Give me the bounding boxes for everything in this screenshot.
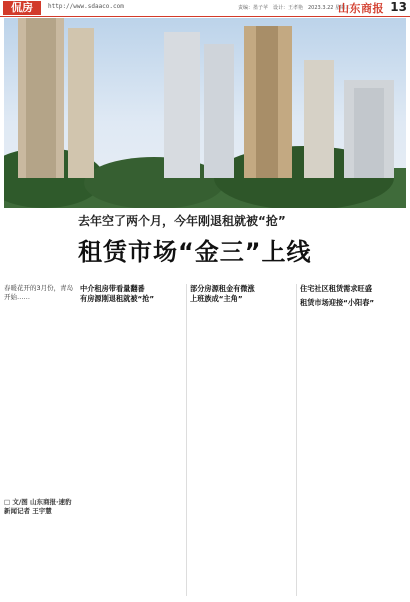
column-divider [186,284,187,596]
column-divider [296,284,297,596]
editor-credits: 责编：墨子苹 设计：王孝艳 2023.3.22 星期三 [238,5,351,11]
section-tag: 侃房 [3,1,41,15]
main-headline: 租赁市场“金三”上线 [78,238,312,266]
article-column-3 [300,284,406,598]
website-url: http://www.sdaaco.com [48,3,124,10]
column-1-subhead: 中介租房带看量翻番 有房源刚退租就被“抢” [80,284,155,303]
article-column-2 [190,284,292,598]
column-3-subhead-1: 住宅社区租赁需求旺盛 [300,284,372,293]
headline-block [4,208,406,280]
page-number: 13 [390,0,407,14]
article-photo [4,18,406,208]
masthead [0,0,410,17]
headline-kicker: 去年空了两个月，今年刚退租就被“抢” [78,214,286,228]
newspaper-brand: 山东商报 [338,2,384,15]
column-3-subhead-2: 租赁市场迎接“小阳春” [300,297,375,307]
article-byline: □ 文/图 山东商报·速豹新闻记者 王宇慧 [4,498,72,515]
article-column-1 [80,284,182,598]
column-2-subhead: 部分房源租金有微涨 上班族成“主角” [190,284,255,303]
article-lede: 春暖花开的3月份，青岛开始…… [4,284,74,301]
residential-towers-illustration [4,18,406,208]
